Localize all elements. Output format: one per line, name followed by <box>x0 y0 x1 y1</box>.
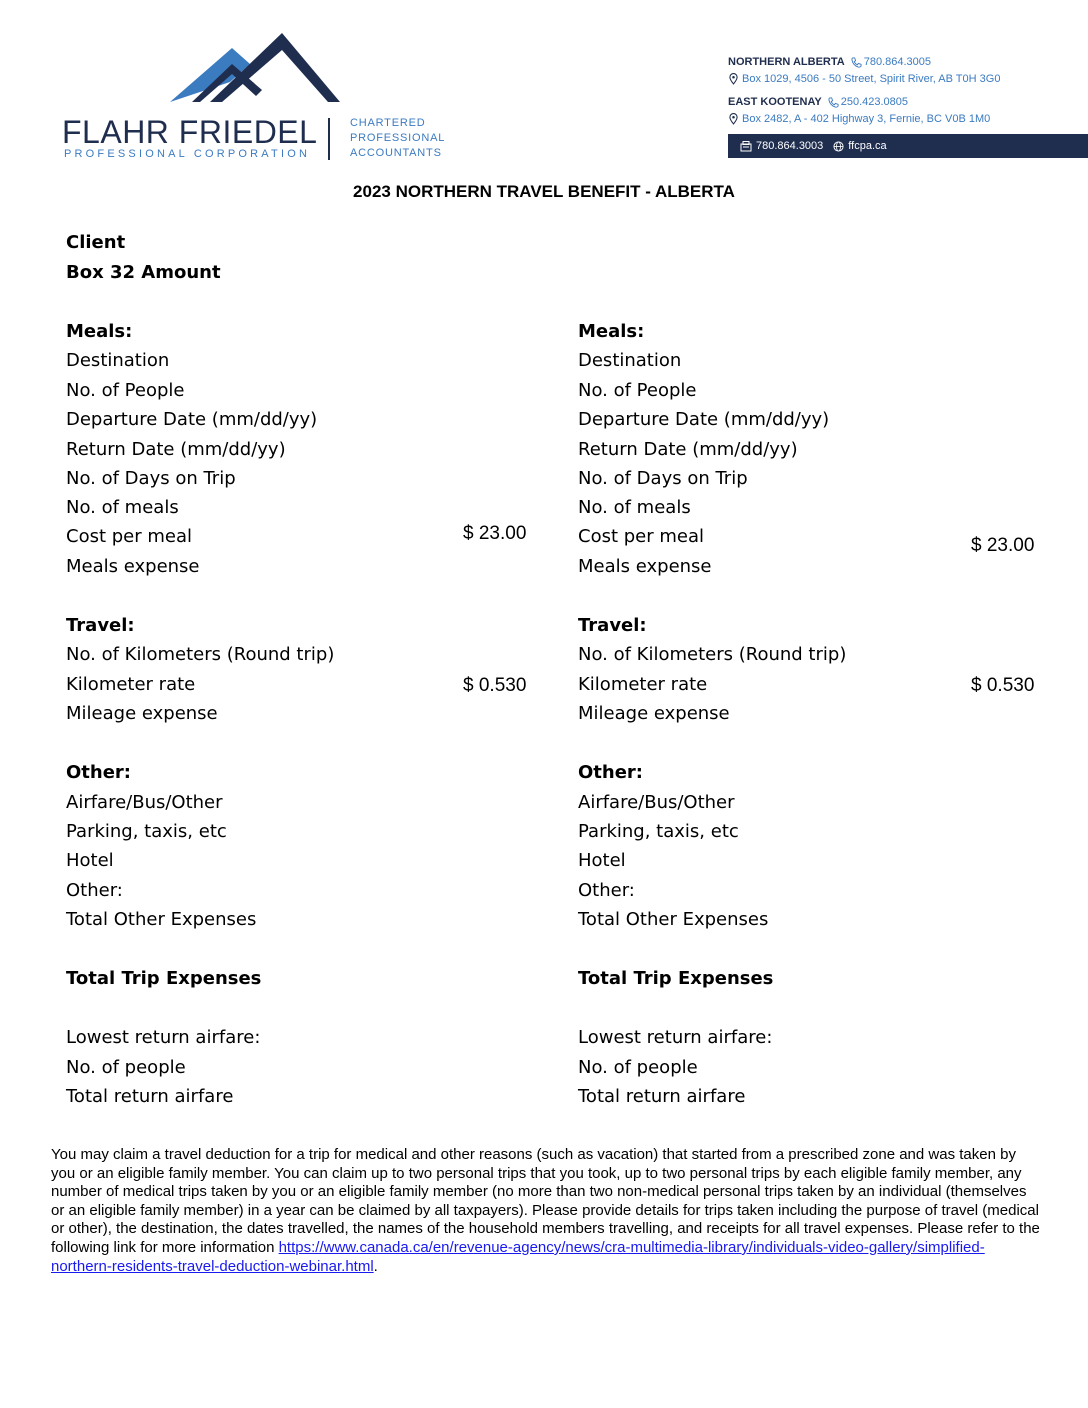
destination-label: Destination <box>66 350 170 371</box>
office-address-text: Box 2482, A - 402 Highway 3, Fernie, BC V0B 1M0 <box>742 113 991 125</box>
return-date-label: Return Date (mm/dd/yy) <box>66 439 286 460</box>
meals-heading: Meals: <box>66 321 133 342</box>
office-phone-number: 250.423.0805 <box>840 96 909 108</box>
kilometer-rate-label: Kilometer rate <box>66 674 196 695</box>
office-phone <box>828 96 908 108</box>
return-date-label: Return Date (mm/dd/yy) <box>578 439 798 460</box>
travel-deduction-note <box>51 1146 1041 1276</box>
contact-bar <box>728 134 1088 158</box>
hotel-label: Hotel <box>66 850 114 871</box>
company-logo <box>62 30 462 165</box>
cpa-designation <box>350 116 445 161</box>
cpa-line-1: CHARTERED <box>350 117 426 129</box>
note-tail: . <box>373 1257 378 1275</box>
lowest-airfare-label: Lowest return airfare: <box>578 1027 773 1048</box>
num-meals-label: No. of meals <box>66 497 179 518</box>
office-east-kootenay <box>728 94 1088 110</box>
num-people-label: No. of People <box>578 380 697 401</box>
office-phone-number: 780.864.3005 <box>863 56 932 68</box>
days-on-trip-label: No. of Days on Trip <box>578 468 748 489</box>
box32-label: Box 32 Amount <box>66 262 221 283</box>
total-other-label: Total Other Expenses <box>66 909 257 930</box>
kilometer-rate-value: $ 0.530 <box>971 675 1035 696</box>
fax-item <box>740 140 823 152</box>
cpa-line-2: PROFESSIONAL <box>350 132 446 144</box>
cost-per-meal-label: Cost per meal <box>578 526 704 547</box>
kilometer-rate-label: Kilometer rate <box>578 674 708 695</box>
departure-date-label: Departure Date (mm/dd/yy) <box>578 409 830 430</box>
mountain-logo-icon <box>170 30 340 104</box>
cost-per-meal-label: Cost per meal <box>66 526 192 547</box>
meals-heading: Meals: <box>578 321 645 342</box>
office-phone <box>851 56 931 68</box>
total-airfare-label: Total return airfare <box>66 1086 234 1107</box>
office-northern-alberta <box>728 54 1088 70</box>
office-address-text: Box 1029, 4506 - 50 Street, Spirit River, AB T0H 3G0 <box>742 73 1001 85</box>
total-other-label: Total Other Expenses <box>578 909 769 930</box>
days-on-trip-label: No. of Days on Trip <box>66 468 236 489</box>
airfare-label: Airfare/Bus/Other <box>578 792 735 813</box>
website-url[interactable]: ffcpa.ca <box>848 140 887 152</box>
mileage-expense-label: Mileage expense <box>578 703 730 724</box>
parking-label: Parking, taxis, etc <box>66 821 227 842</box>
globe-icon <box>833 141 844 152</box>
destination-label: Destination <box>578 350 682 371</box>
hotel-label: Hotel <box>578 850 626 871</box>
fax-number: 780.864.3003 <box>756 140 824 152</box>
office-address <box>729 110 1088 128</box>
meals-expense-label: Meals expense <box>578 556 712 577</box>
location-pin-icon <box>729 73 738 85</box>
total-trip-label: Total Trip Expenses <box>578 968 774 989</box>
fax-icon <box>740 141 752 152</box>
office-name: NORTHERN ALBERTA <box>728 56 845 68</box>
client-label: Client <box>66 232 126 253</box>
kilometers-label: No. of Kilometers (Round trip) <box>66 644 335 665</box>
office-address <box>729 70 1088 88</box>
kilometers-label: No. of Kilometers (Round trip) <box>578 644 847 665</box>
total-airfare-label: Total return airfare <box>578 1086 746 1107</box>
other-heading: Other: <box>66 762 132 783</box>
parking-label: Parking, taxis, etc <box>578 821 739 842</box>
cost-per-meal-value: $ 23.00 <box>971 535 1035 556</box>
travel-heading: Travel: <box>578 615 647 636</box>
other-label: Other: <box>578 880 635 901</box>
location-pin-icon <box>729 113 738 125</box>
brand-subtitle: PROFESSIONAL CORPORATION <box>64 148 311 160</box>
departure-date-label: Departure Date (mm/dd/yy) <box>66 409 318 430</box>
num-people-label: No. of People <box>66 380 185 401</box>
airfare-people-label: No. of people <box>578 1057 698 1078</box>
other-heading: Other: <box>578 762 644 783</box>
lowest-airfare-label: Lowest return airfare: <box>66 1027 261 1048</box>
cra-webinar-link[interactable]: https://www.canada.ca/en/revenue-agency/news/cra-multimedia-library/individuals-video-gallery/simplified-northern-residents-travel-deduction-webinar.html <box>51 1238 985 1275</box>
logo-divider <box>328 118 330 160</box>
airfare-people-label: No. of people <box>66 1057 186 1078</box>
office-name: EAST KOOTENAY <box>728 96 822 108</box>
mileage-expense-label: Mileage expense <box>66 703 218 724</box>
brand-name: FLAHR FRIEDEL <box>62 114 318 150</box>
meals-expense-label: Meals expense <box>66 556 200 577</box>
website-item[interactable] <box>833 140 886 152</box>
total-trip-label: Total Trip Expenses <box>66 968 262 989</box>
note-text: You may claim a travel deduction for a trip for medical and other reasons (such as vacation) that started from a prescribed zone and was taken by you or an eligible family member. You can claim up to two personal trips that you took, up to two personal trips by each eligible family member, any number of medical trips taken by you or an eligible family member (no more than two non-medical personal trips taken by an individual (themselves or an eligible family member) in a year can be claimed by all taxpayers). Please provide details for trips taken including the purpose of travel (medical or other), the destination, the dates travelled, the names of the household members travelling, and receipts for all travel expenses. Please refer to the following link for more information <box>51 1146 1040 1256</box>
airfare-label: Airfare/Bus/Other <box>66 792 223 813</box>
phone-icon <box>851 57 862 68</box>
other-label: Other: <box>66 880 123 901</box>
contact-block <box>728 54 1088 152</box>
cpa-line-3: ACCOUNTANTS <box>350 147 442 159</box>
num-meals-label: No. of meals <box>578 497 691 518</box>
page-title: 2023 NORTHERN TRAVEL BENEFIT - ALBERTA <box>353 182 735 201</box>
cost-per-meal-value: $ 23.00 <box>463 523 527 544</box>
phone-icon <box>828 97 839 108</box>
kilometer-rate-value: $ 0.530 <box>463 675 527 696</box>
travel-heading: Travel: <box>66 615 135 636</box>
